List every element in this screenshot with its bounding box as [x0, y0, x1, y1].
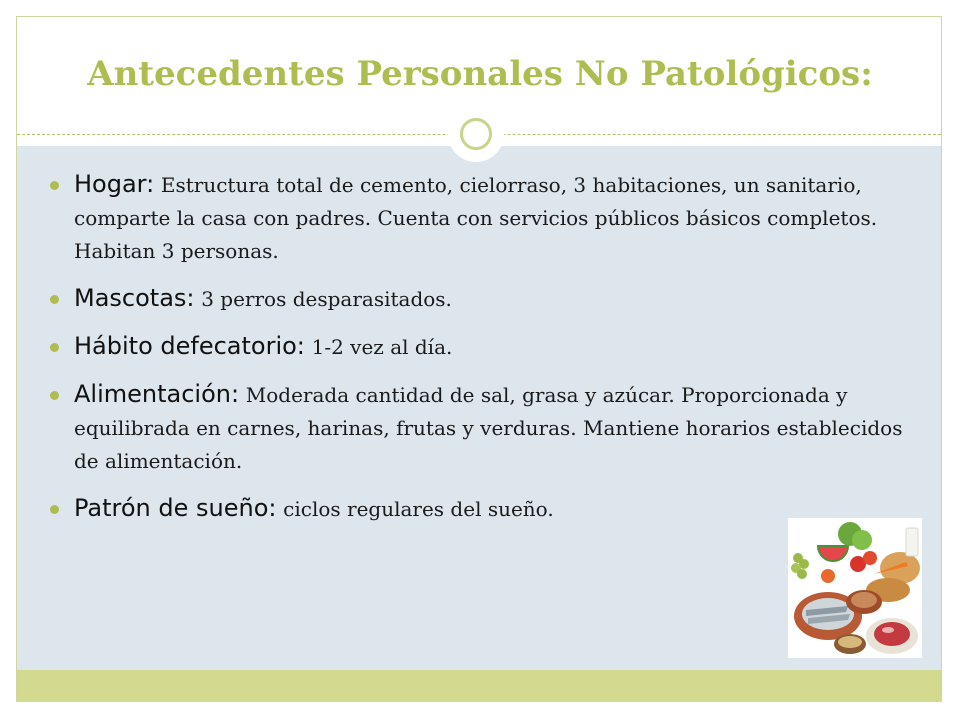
item-text: 3 perros desparasitados.	[201, 287, 452, 311]
bullet-icon	[50, 343, 59, 352]
list-item	[50, 492, 910, 526]
list-item	[50, 282, 910, 316]
item-term: Patrón de sueño:	[74, 494, 277, 522]
bullet-icon	[50, 505, 59, 514]
item-term: Hábito defecatorio:	[74, 332, 305, 360]
bullet-icon	[50, 391, 59, 400]
bullet-icon	[50, 181, 59, 190]
slide-title: Antecedentes Personales No Patológicos:	[87, 54, 873, 94]
item-text: Estructura total de cemento, cielorraso, 3 habitaciones, un sanitario, comparte la casa con padres. Cuenta con servicios públicos básicos completos. Habitan 3 personas.	[74, 173, 878, 263]
circle-icon	[460, 118, 492, 150]
list-item	[50, 378, 910, 478]
bullet-icon	[50, 295, 59, 304]
item-text: ciclos regulares del sueño.	[283, 497, 554, 521]
item-term: Hogar:	[74, 170, 155, 198]
footer-band	[17, 670, 941, 702]
bullet-list	[50, 168, 910, 540]
list-item	[50, 168, 910, 268]
item-text: Moderada cantidad de sal, grasa y azúcar. Proporcionada y equilibrada en carnes, harinas, frutas y verduras. Mantiene horarios establecidos de alimentación.	[74, 383, 903, 473]
item-term: Mascotas:	[74, 284, 195, 312]
item-text: 1-2 vez al día.	[311, 335, 453, 359]
item-term: Alimentación:	[74, 380, 240, 408]
food-photo-icon	[788, 518, 922, 658]
list-item	[50, 330, 910, 364]
